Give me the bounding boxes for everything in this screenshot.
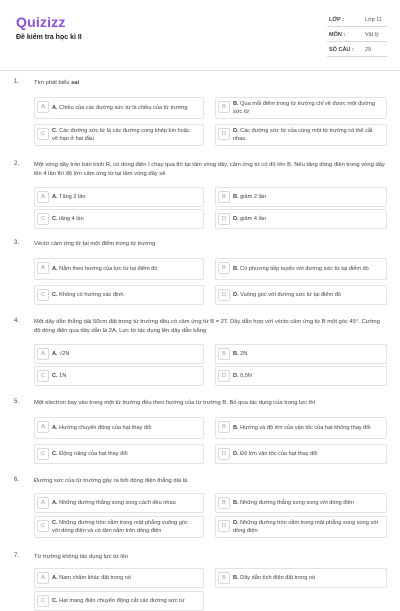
- option-letter-badge: C: [37, 595, 49, 607]
- question-number: 6.: [14, 477, 20, 483]
- option-d[interactable]: [215, 366, 387, 386]
- option-text: C. tăng 4 lần: [52, 216, 84, 222]
- option-text: D. 0,5N: [233, 373, 252, 379]
- option-text: D. giảm 4 lần: [233, 216, 266, 222]
- meta-class-label: LỚP :: [329, 17, 344, 23]
- question-text: Tìm phát biểu sai: [34, 80, 80, 86]
- meta-subject-label: MÔN :: [329, 32, 346, 38]
- option-text: B. Hướng và độ lớn của vận tốc của hạt không thay đổi: [233, 425, 371, 431]
- option-a[interactable]: [34, 344, 204, 364]
- option-a[interactable]: [34, 493, 204, 513]
- option-text: A. Nằm theo hướng của lực từ tại điểm đó: [52, 266, 158, 272]
- question-number: 2.: [14, 161, 20, 167]
- option-b[interactable]: [215, 493, 387, 513]
- question-text: Một electron bay vào trong một từ trường đều theo hướng của từ trường B. Bỏ qua tác dụng của trọng lực thì: [34, 400, 316, 406]
- option-text: C. Hạt mang điện chuyển động cắt các đường sức từ: [52, 598, 185, 604]
- option-letter-badge: B: [218, 572, 230, 584]
- option-letter-badge: C: [37, 520, 49, 532]
- option-letter-badge: D: [218, 520, 230, 532]
- meta-subject-value: Vật lý: [365, 32, 379, 38]
- page-title: Đề kiểm tra học kì II: [16, 34, 82, 41]
- question-number: 1.: [14, 79, 20, 85]
- meta-count: [327, 44, 387, 57]
- question-number: 7.: [14, 553, 20, 559]
- option-letter-badge: C: [37, 370, 49, 382]
- option-letter-badge: B: [218, 497, 230, 509]
- option-text: C. Các đường sức từ là các đường cong khép kín hoặc vô hạn ở hai đầu: [52, 128, 190, 142]
- option-text: A. Nam châm khác đặt trong nó: [52, 575, 131, 581]
- option-text: D. Độ lớn vận tốc của hạt thay đổi: [233, 451, 318, 457]
- option-text: B. Những đường thẳng song song với dòng điện: [233, 500, 354, 506]
- option-letter-badge: B: [218, 348, 230, 360]
- header-divider: [0, 70, 400, 71]
- option-b[interactable]: [215, 258, 387, 280]
- option-letter-badge: A: [37, 348, 49, 360]
- option-letter-badge: C: [37, 128, 49, 140]
- option-d[interactable]: [215, 444, 387, 464]
- option-text: D. Các đường sức từ của cùng một từ trường có thể cắt nhau: [233, 128, 373, 142]
- option-letter-badge: A: [37, 421, 49, 433]
- option-text: A. √2N: [52, 351, 70, 357]
- option-text: A. Tăng 2 lần: [52, 194, 86, 200]
- quizizz-logo: Quizizz: [16, 14, 66, 30]
- option-c[interactable]: [34, 124, 204, 146]
- option-b[interactable]: [215, 568, 387, 588]
- option-text: B. giảm 2 lần: [233, 194, 266, 200]
- option-letter-badge: D: [218, 128, 230, 140]
- option-letter-badge: C: [37, 289, 49, 301]
- meta-class: [327, 14, 387, 27]
- option-letter-badge: A: [37, 497, 49, 509]
- option-letter-badge: A: [37, 262, 49, 274]
- option-c[interactable]: [34, 285, 204, 305]
- option-b[interactable]: [215, 417, 387, 439]
- option-text: B. Có phương tiếp tuyến với đường sức từ tại điểm đó: [233, 266, 369, 272]
- question-text: Đường sức của từ trường gây ra bởi dòng điện thẳng dài là: [34, 478, 188, 484]
- option-letter-badge: D: [218, 289, 230, 301]
- meta-class-value: Lớp 11: [365, 17, 382, 23]
- option-text: B. Dây dẫn tích điện đặt trong nó: [233, 575, 316, 581]
- question-number: 5.: [14, 399, 20, 405]
- question-text: Một dây dẫn thẳng dài 50cm đặt trong từ trường đều có cảm ứng từ B = 2T. Dây dẫn hợp với vécto cảm ứng từ B một góc 45°. Cường độ dòng điện qua dây dẫn là 2A. Lực từ tác dụng lên dây dẫn bằng: [34, 319, 380, 334]
- option-b[interactable]: [215, 187, 387, 207]
- option-b[interactable]: [215, 344, 387, 364]
- meta-subject: [327, 29, 387, 42]
- option-letter-badge: D: [218, 370, 230, 382]
- option-letter-badge: A: [37, 191, 49, 203]
- option-letter-badge: A: [37, 101, 49, 113]
- meta-panel: [327, 14, 387, 59]
- option-text: C. 1N: [52, 373, 67, 379]
- option-letter-badge: B: [218, 191, 230, 203]
- option-text: C. Những đường tròn nằm trong mặt phẳng vuông góc với dòng điện và có tâm nằm trên dòng điện: [52, 520, 188, 534]
- option-a[interactable]: [34, 417, 204, 439]
- option-letter-badge: A: [37, 572, 49, 584]
- option-text: A. Hướng chuyển động của hạt thay đổi: [52, 425, 152, 431]
- worksheet-header: [0, 0, 400, 70]
- option-d[interactable]: [215, 516, 387, 538]
- option-letter-badge: B: [218, 262, 230, 274]
- option-letter-badge: C: [37, 213, 49, 225]
- option-text: C. Động năng của hạt thay đổi: [52, 451, 128, 457]
- option-text: A. Những đường thẳng song song cách đều nhau: [52, 500, 176, 506]
- question-text: Từ trường không tác dụng lực từ lên: [34, 554, 129, 560]
- option-letter-badge: D: [218, 448, 230, 460]
- option-d[interactable]: [215, 285, 387, 305]
- option-b[interactable]: [215, 97, 387, 119]
- meta-count-label: SỐ CÂU :: [329, 47, 354, 53]
- option-text: A. Chiều của các đường sức từ là chiều của từ trường: [52, 105, 188, 111]
- question-number: 3.: [14, 240, 20, 246]
- option-letter-badge: D: [218, 213, 230, 225]
- option-text: D. Những đường tròn nằm trong mặt phẳng song song với dòng điện: [233, 520, 379, 534]
- option-c[interactable]: [34, 366, 204, 386]
- option-a[interactable]: [34, 258, 204, 280]
- question-number: 4.: [14, 318, 20, 324]
- option-text: B. Qua mỗi điểm trong từ trường chỉ vẽ được một đường sức từ: [233, 101, 375, 115]
- option-d[interactable]: [215, 124, 387, 146]
- question-text: Véctơ cảm ứng từ tại một điểm trong từ trường: [34, 241, 156, 247]
- option-d[interactable]: [215, 209, 387, 229]
- option-c[interactable]: [34, 209, 204, 229]
- option-a[interactable]: [34, 187, 204, 207]
- meta-count-value: 29: [365, 47, 372, 53]
- option-a[interactable]: [34, 97, 204, 119]
- option-a[interactable]: [34, 568, 204, 588]
- option-letter-badge: B: [218, 421, 230, 433]
- option-c[interactable]: [34, 444, 204, 464]
- option-letter-badge: C: [37, 448, 49, 460]
- option-c[interactable]: [34, 516, 204, 538]
- option-c[interactable]: [34, 591, 204, 611]
- question-text: Một vòng dây tròn bán kính R, có dòng điện I chạy qua thì tại tâm vòng dây, cảm ứng từ có độ lớn B. Nếu tăng dòng điện trong vòng dây lên 4 lần thì độ lớn cảm ứng từ tại tâm vòng dây sẽ: [34, 162, 385, 177]
- option-letter-badge: B: [218, 101, 230, 113]
- option-text: C. Không có hướng xác định.: [52, 292, 126, 298]
- option-text: B. 2N: [233, 351, 248, 357]
- option-text: D. Vuông góc với đường sức từ tại điểm đó: [233, 292, 341, 298]
